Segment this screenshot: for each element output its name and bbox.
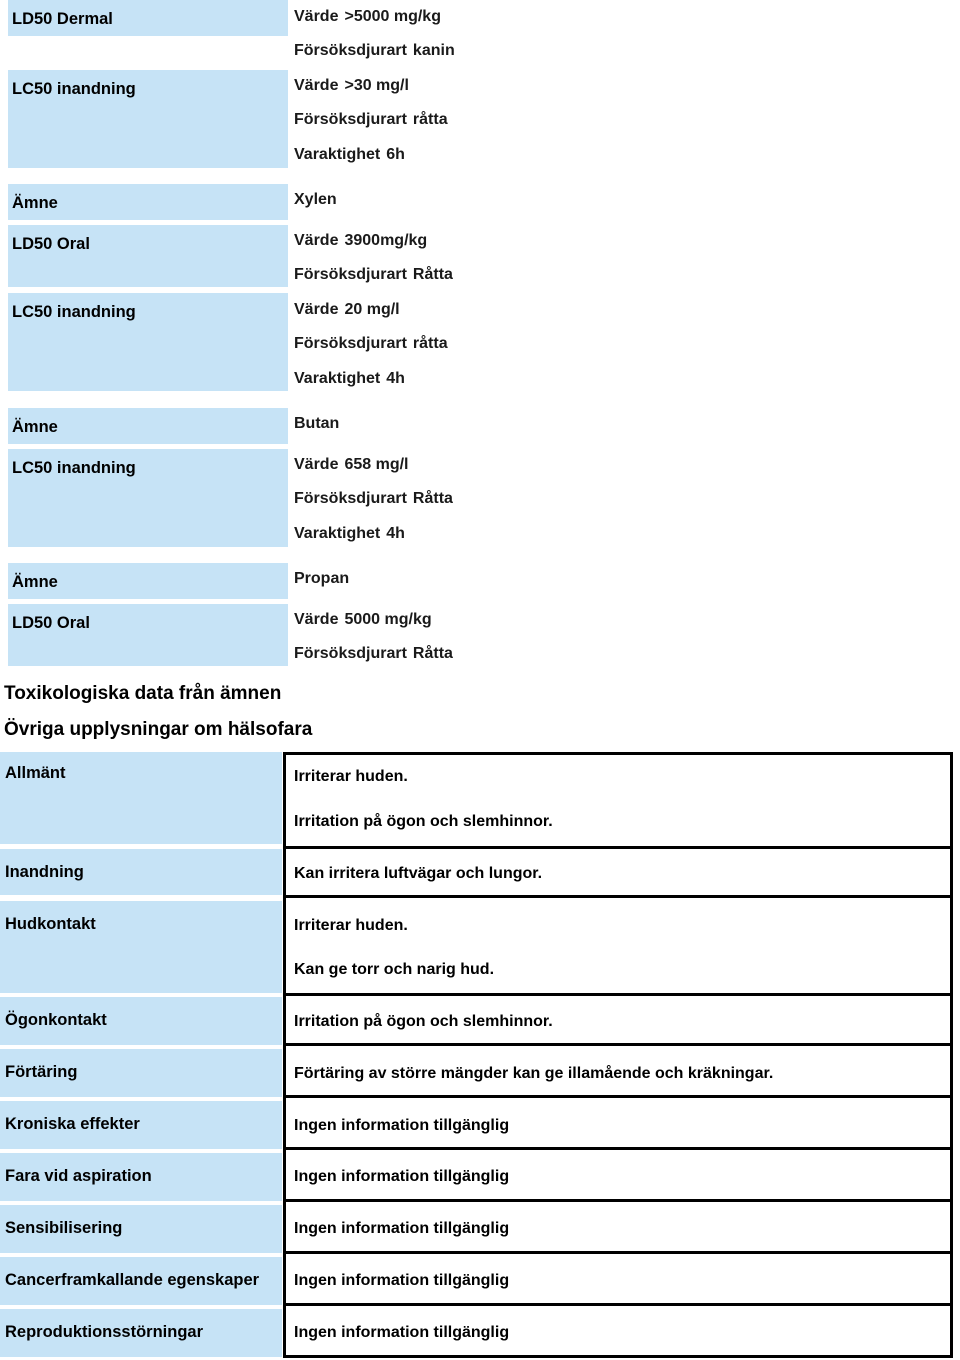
section-heading-health: Övriga upplysningar om hälsofara — [4, 719, 313, 740]
text-aspiration: Ingen information tillgänglig — [294, 1168, 510, 1185]
value-row: Försöksdjurart Råtta — [294, 266, 453, 283]
label-inandning: Inandning — [0, 849, 282, 895]
value-row: Värde 5000 mg/kg — [294, 611, 432, 628]
label-lc50-inandning: LC50 inandning — [8, 70, 288, 168]
value-row: Försöksdjurart Råtta — [294, 645, 453, 662]
value-row: Försöksdjurart råtta — [294, 335, 448, 352]
text-sensibilisering: Ingen information tillgänglig — [294, 1220, 510, 1237]
substance-name: Propan — [294, 570, 350, 587]
label-amne: Ämne — [8, 184, 288, 220]
label-hudkontakt: Hudkontakt — [0, 901, 282, 993]
label-reproduktion: Reproduktionsstörningar — [0, 1309, 282, 1357]
value-box-allmant — [283, 752, 953, 849]
value-row: Värde >30 mg/l — [294, 77, 409, 94]
text-reproduktion: Ingen information tillgänglig — [294, 1324, 510, 1341]
label-ld50-dermal: LD50 Dermal — [8, 0, 288, 36]
value-row: Försöksdjurart Råtta — [294, 490, 453, 507]
text-cancer: Ingen information tillgänglig — [294, 1272, 510, 1289]
text-fortaring: Förtäring av större mängder kan ge illamående och kräkningar. — [294, 1065, 774, 1082]
label-allmant: Allmänt — [0, 752, 282, 844]
value-row: Värde 658 mg/l — [294, 456, 409, 473]
label-lc50-inandning: LC50 inandning — [8, 293, 288, 391]
value-row: Värde 20 mg/l — [294, 301, 400, 318]
section-heading-toxicology: Toxikologiska data från ämnen — [4, 683, 282, 704]
label-cancerframkallande: Cancerframkallande egenskaper — [0, 1257, 282, 1305]
label-amne: Ämne — [8, 408, 288, 444]
label-ld50-oral: LD50 Oral — [8, 225, 288, 287]
value-row: Försöksdjurart råtta — [294, 111, 448, 128]
label-fortaring: Förtäring — [0, 1049, 282, 1097]
label-kroniska-effekter: Kroniska effekter — [0, 1101, 282, 1149]
text-inandning: Kan irritera luftvägar och lungor. — [294, 865, 543, 882]
value-row: Varaktighet 4h — [294, 525, 405, 542]
label-amne: Ämne — [8, 563, 288, 599]
text-ogonkontakt: Irritation på ögon och slemhinnor. — [294, 1013, 553, 1030]
value-row: Värde >5000 mg/kg — [294, 8, 441, 25]
substance-name: Butan — [294, 415, 340, 432]
text-kroniska: Ingen information tillgänglig — [294, 1117, 510, 1134]
value-box-hudkontakt — [283, 895, 953, 996]
text-allmant: Irriterar huden. — [294, 768, 408, 785]
label-ogonkontakt: Ögonkontakt — [0, 997, 282, 1045]
value-row: Varaktighet 6h — [294, 146, 405, 163]
label-lc50-inandning: LC50 inandning — [8, 449, 288, 547]
text-allmant: Irritation på ögon och slemhinnor. — [294, 813, 553, 830]
value-row: Försöksdjurart kanin — [294, 42, 455, 59]
label-ld50-oral: LD50 Oral — [8, 604, 288, 666]
substance-name: Xylen — [294, 191, 337, 208]
text-hudkontakt: Kan ge torr och narig hud. — [294, 961, 495, 978]
text-hudkontakt: Irriterar huden. — [294, 917, 408, 934]
value-row: Värde 3900mg/kg — [294, 232, 428, 249]
value-row: Varaktighet 4h — [294, 370, 405, 387]
label-sensibilisering: Sensibilisering — [0, 1205, 282, 1253]
label-fara-vid-aspiration: Fara vid aspiration — [0, 1153, 282, 1201]
